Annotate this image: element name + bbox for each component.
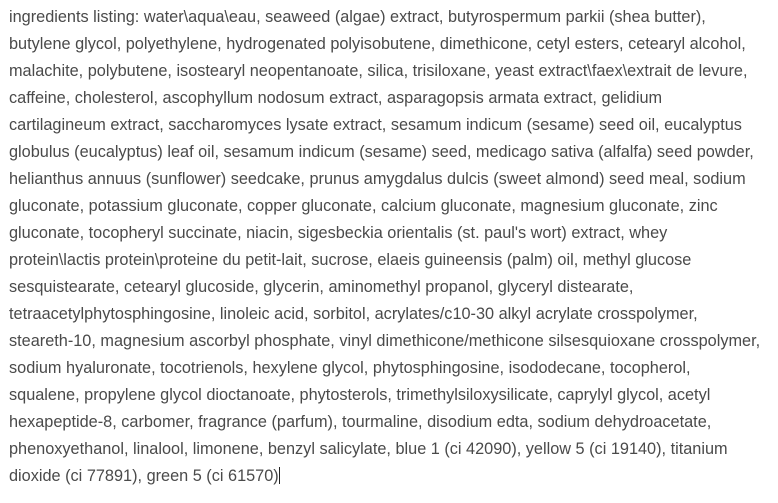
- ingredients-line: cartilagineum extract, saccharomyces lysate extract, sesamum indicum (sesame) seed oil, eucalyptus: [9, 116, 742, 134]
- ingredients-line: gluconate, tocopheryl succinate, niacin, sigesbeckia orientalis (st. paul's wort) extract, whey: [9, 224, 668, 242]
- ingredients-line: phenoxyethanol, linalool, limonene, benzyl salicylate, blue 1 (ci 42090), yellow 5 (ci 19140), titanium: [9, 440, 728, 458]
- ingredients-line: squalene, propylene glycol dioctanoate, phytosterols, trimethylsiloxysilicate, caprylyl glycol, acetyl: [9, 386, 711, 404]
- ingredients-line: ingredients listing: water\aqua\eau, seaweed (algae) extract, butyrospermum parkii (shea butter),: [9, 8, 706, 26]
- ingredients-line: globulus (eucalyptus) leaf oil, sesamum indicum (sesame) seed, medicago sativa (alfalfa) seed powder,: [9, 143, 754, 161]
- ingredients-line-text: dioxide (ci 77891), green 5 (ci 61570): [9, 467, 279, 485]
- ingredients-line: protein\lactis protein\proteine du petit-lait, sucrose, elaeis guineensis (palm) oil, methyl glucose: [9, 251, 692, 269]
- ingredients-line: steareth-10, magnesium ascorbyl phosphate, vinyl dimethicone/methicone silsesquioxane crosspolymer,: [9, 332, 761, 350]
- ingredients-line: butylene glycol, polyethylene, hydrogenated polyisobutene, dimethicone, cetyl esters, cetearyl alcohol,: [9, 35, 746, 53]
- ingredients-line: helianthus annuus (sunflower) seedcake, prunus amygdalus dulcis (sweet almond) seed meal, sodium: [9, 170, 746, 188]
- ingredients-line: sodium hyaluronate, tocotrienols, hexylene glycol, phytosphingosine, isododecane, tocopherol,: [9, 359, 691, 377]
- ingredients-last-line: [9, 463, 778, 490]
- ingredients-line: gluconate, potassium gluconate, copper gluconate, calcium gluconate, magnesium gluconate, zinc: [9, 197, 718, 215]
- ingredients-line: tetraacetylphytosphingosine, linoleic acid, sorbitol, acrylates/c10-30 alkyl acrylate crosspolymer,: [9, 305, 698, 323]
- ingredients-line: hexapeptide-8, carbomer, fragrance (parfum), tourmaline, disodium edta, sodium dehydroacetate,: [9, 413, 712, 431]
- ingredients-line: malachite, polybutene, isostearyl neopentanoate, silica, trisiloxane, yeast extract\faex\extrait de levure,: [9, 62, 748, 80]
- ingredients-line: sesquistearate, cetearyl glucoside, glycerin, aminomethyl propanol, glyceryl distearate,: [9, 278, 634, 296]
- text-caret: [279, 467, 280, 484]
- ingredients-line: caffeine, cholesterol, ascophyllum nodosum extract, asparagopsis armata extract, gelidium: [9, 89, 663, 107]
